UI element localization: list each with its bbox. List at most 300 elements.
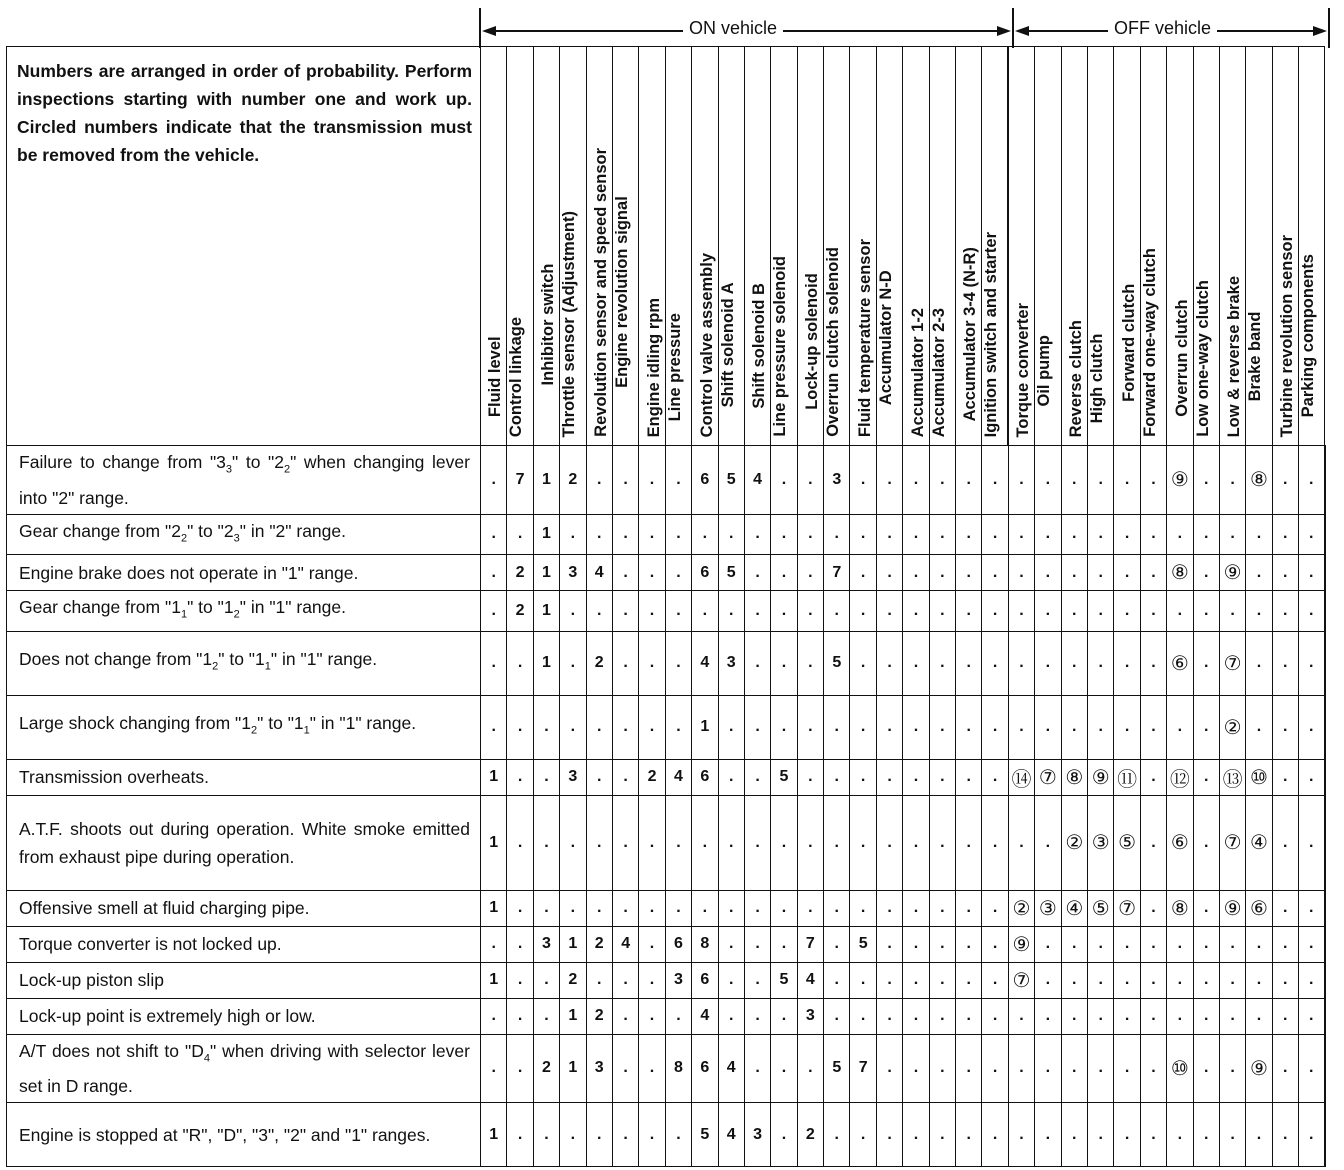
inspection-order: .: [1256, 525, 1262, 543]
check-cell: [612, 759, 638, 795]
check-cell: [744, 926, 770, 962]
inspection-order: .: [860, 971, 866, 988]
inspection-order: .: [913, 833, 919, 851]
check-cell: [1140, 926, 1166, 962]
check-cell: [692, 695, 718, 759]
check-cell: [1246, 759, 1272, 795]
inspection-order: .: [1151, 899, 1156, 916]
inspection-order: .: [887, 470, 892, 488]
check-cell: [612, 555, 638, 591]
inspection-order: 7: [805, 935, 815, 952]
check-cell: [982, 631, 1008, 695]
inspection-order: .: [1072, 601, 1077, 619]
inspection-order: .: [1282, 525, 1288, 543]
check-cell: [771, 795, 797, 890]
check-cell: [1035, 759, 1061, 795]
inspection-order: 2: [568, 470, 578, 488]
check-cell: [850, 890, 876, 926]
check-cell: [797, 962, 823, 998]
inspection-order: .: [1045, 654, 1051, 671]
inspection-order: .: [887, 525, 892, 543]
inspection-order: .: [913, 601, 919, 619]
inspection-order: .: [1151, 563, 1156, 581]
inspection-order: .: [966, 768, 971, 785]
inspection-order: .: [1098, 470, 1103, 488]
inspection-order: .: [491, 563, 496, 581]
check-cell: [929, 759, 955, 795]
inspection-order: .: [1072, 470, 1077, 488]
check-cell: [586, 514, 612, 555]
inspection-order: .: [676, 654, 681, 671]
check-cell: [797, 514, 823, 555]
check-cell: [1167, 795, 1193, 890]
check-cell: [1219, 962, 1245, 998]
table-row: [7, 695, 1325, 759]
subscript: 1: [180, 608, 188, 621]
check-cell: [639, 1034, 665, 1103]
column-header-reverse-clutch: [1061, 47, 1106, 446]
check-cell: [1061, 591, 1087, 632]
check-cell: [1298, 962, 1325, 998]
check-cell: [850, 446, 876, 515]
inspection-order: .: [860, 525, 866, 543]
check-cell: [1140, 1103, 1166, 1167]
check-cell: [692, 998, 718, 1034]
inspection-order: .: [1019, 563, 1024, 581]
table-row: [7, 795, 1325, 890]
check-cell: [665, 695, 691, 759]
inspection-order: .: [649, 563, 655, 581]
inspection-order: .: [517, 768, 523, 785]
check-cell: [481, 555, 507, 591]
check-cell: [1246, 1034, 1272, 1103]
check-cell: [533, 926, 559, 962]
check-cell: [1087, 631, 1113, 695]
column-label: Brake band: [1246, 311, 1265, 402]
check-cell: [824, 591, 850, 632]
inspection-order: .: [649, 601, 655, 619]
inspection-order: ⑨: [1250, 1057, 1268, 1080]
column-header-oil-pump: [1035, 47, 1061, 446]
check-cell: [533, 890, 559, 926]
inspection-order: .: [1230, 525, 1235, 543]
check-cell: [533, 1034, 559, 1103]
check-cell: [929, 631, 955, 695]
check-cell: [929, 795, 955, 890]
check-cell: [1298, 795, 1325, 890]
inspection-order: .: [755, 654, 760, 671]
check-cell: [771, 962, 797, 998]
check-cell: [771, 446, 797, 515]
check-cell: [1298, 926, 1325, 962]
check-cell: [639, 759, 665, 795]
check-cell: [1167, 514, 1193, 555]
column-header-high-clutch: [1087, 47, 1113, 446]
check-cell: [824, 962, 850, 998]
inspection-order: 3: [542, 935, 551, 952]
inspection-order: 2: [647, 768, 657, 785]
inspection-order: .: [517, 935, 523, 952]
inspection-order: .: [887, 935, 892, 952]
column-label: Accumulator 1-2: [908, 307, 927, 437]
check-cell: [1193, 591, 1219, 632]
check-cell: [797, 631, 823, 695]
check-cell: [876, 998, 902, 1034]
check-cell: [481, 795, 507, 890]
check-cell: [1272, 591, 1298, 632]
inspection-order: ⑧: [1170, 562, 1189, 584]
column-label: Low one-way clutch: [1193, 280, 1212, 437]
inspection-order: .: [623, 971, 628, 988]
check-cell: [1219, 926, 1245, 962]
symptom-cell: Torque converter is not locked up.: [7, 926, 481, 962]
inspection-order: .: [1019, 718, 1024, 735]
check-cell: [1061, 998, 1087, 1034]
check-cell: [1114, 926, 1140, 962]
check-cell: [1298, 759, 1325, 795]
check-cell: [665, 446, 691, 515]
inspection-order: ⑭: [1011, 768, 1032, 791]
check-cell: [744, 998, 770, 1034]
inspection-order: .: [728, 971, 734, 988]
inspection-order: ⑦: [1012, 969, 1031, 992]
inspection-order: .: [1282, 1007, 1288, 1024]
check-cell: [1061, 514, 1087, 555]
inspection-order: .: [649, 525, 655, 543]
inspection-order: .: [860, 601, 866, 619]
check-cell: [771, 514, 797, 555]
check-cell: [982, 795, 1008, 890]
check-cell: [1246, 555, 1272, 591]
check-cell: [956, 1103, 982, 1167]
inspection-order: .: [1019, 1007, 1024, 1024]
inspection-order: ⑦: [1223, 652, 1242, 675]
column-header-lock-up-solenoid: [797, 47, 843, 446]
inspection-order: .: [1151, 833, 1156, 851]
check-cell: [1298, 591, 1325, 632]
inspection-order: .: [570, 718, 576, 735]
check-cell: [982, 962, 1008, 998]
check-cell: [692, 795, 718, 890]
inspection-order: .: [913, 1007, 919, 1024]
check-cell: [956, 446, 982, 515]
inspection-order: 2: [515, 601, 525, 619]
column-label: High clutch: [1087, 333, 1106, 424]
check-cell: [1087, 446, 1113, 515]
check-cell: [982, 591, 1008, 632]
check-cell: [1193, 1034, 1219, 1103]
inspection-order: .: [623, 899, 628, 916]
inspection-order: ⑥: [1170, 832, 1189, 854]
inspection-order: .: [940, 899, 945, 916]
inspection-order: 5: [832, 654, 842, 671]
inspection-order: 8: [673, 1059, 683, 1077]
diagnosis-table: [6, 46, 1326, 1167]
check-cell: [1272, 759, 1298, 795]
check-cell: [481, 926, 507, 962]
check-cell: [1219, 514, 1245, 555]
inspection-order: 4: [700, 1007, 710, 1024]
check-cell: [639, 695, 665, 759]
check-cell: [1298, 1034, 1325, 1103]
check-cell: [639, 555, 665, 591]
inspection-order: .: [1282, 899, 1288, 916]
inspection-order: .: [992, 935, 998, 952]
inspection-order: .: [966, 563, 971, 581]
check-cell: [876, 446, 902, 515]
inspection-order: .: [544, 768, 549, 785]
check-cell: [507, 890, 533, 926]
inspection-order: .: [1308, 833, 1314, 851]
check-cell: [1008, 962, 1034, 998]
inspection-order: .: [728, 1007, 734, 1024]
column-header-brake-band: [1246, 47, 1272, 446]
inspection-order: .: [517, 718, 523, 735]
check-cell: [1272, 695, 1298, 759]
inspection-order: .: [1256, 935, 1262, 952]
inspection-order: .: [1124, 935, 1130, 952]
inspection-order: .: [1124, 1059, 1130, 1077]
inspection-order: 1: [700, 718, 710, 735]
inspection-order: .: [940, 718, 945, 735]
check-cell: [1246, 1103, 1272, 1167]
check-cell: [850, 514, 876, 555]
check-cell: [665, 1103, 691, 1167]
inspection-order: .: [676, 833, 681, 851]
inspection-order: 4: [726, 1059, 736, 1077]
inspection-order: .: [1177, 718, 1183, 735]
inspection-order: .: [1282, 1059, 1288, 1077]
check-cell: [824, 1034, 850, 1103]
inspection-order: .: [1124, 1007, 1130, 1024]
inspection-order: .: [992, 654, 998, 671]
inspection-order: ⑨: [1223, 562, 1242, 584]
check-cell: [1114, 1103, 1140, 1167]
inspection-order: .: [860, 768, 866, 785]
inspection-order: .: [887, 1125, 892, 1143]
inspection-order: .: [1177, 1125, 1183, 1143]
check-cell: [1167, 998, 1193, 1034]
inspection-order: 5: [779, 971, 789, 988]
check-cell: [718, 514, 744, 555]
inspection-order: .: [940, 1059, 945, 1077]
inspection-order: .: [940, 654, 945, 671]
check-cell: [903, 1034, 929, 1103]
inspection-order: .: [1308, 563, 1314, 581]
check-cell: [850, 998, 876, 1034]
inspection-order: .: [1282, 833, 1288, 851]
inspection-order: .: [1308, 525, 1314, 543]
check-cell: [1272, 514, 1298, 555]
inspection-order: .: [781, 1059, 787, 1077]
check-cell: [1114, 591, 1140, 632]
check-cell: [612, 998, 638, 1034]
check-cell: [665, 962, 691, 998]
check-cell: [744, 631, 770, 695]
check-cell: [533, 446, 559, 515]
inspection-order: .: [676, 899, 681, 916]
inspection-order: .: [755, 563, 760, 581]
inspection-order: .: [1308, 899, 1314, 916]
inspection-order: 7: [858, 1059, 868, 1077]
column-header-overrun-clutch-solenoid: [824, 47, 850, 446]
header-row: [7, 47, 1325, 446]
check-cell: [665, 890, 691, 926]
inspection-order: .: [649, 833, 655, 851]
inspection-order: ⑦: [1038, 766, 1057, 789]
column-label: Accumulator N-D: [876, 270, 895, 406]
inspection-order: ③: [1091, 832, 1110, 854]
check-cell: [639, 795, 665, 890]
column-label: Inhibitor switch: [539, 262, 558, 385]
inspection-order: .: [1072, 525, 1077, 543]
inspection-order: .: [1177, 935, 1183, 952]
check-cell: [956, 591, 982, 632]
symptom-cell: Lock-up piston slip: [7, 962, 481, 998]
inspection-order: .: [597, 833, 602, 851]
check-cell: [1008, 1103, 1034, 1167]
check-cell: [956, 926, 982, 962]
inspection-order: .: [913, 470, 919, 488]
check-cell: [1114, 1034, 1140, 1103]
check-cell: [1008, 795, 1034, 890]
check-cell: [797, 795, 823, 890]
inspection-order: 4: [594, 563, 604, 581]
subscript: 2: [283, 463, 291, 476]
table-row: [7, 1103, 1325, 1167]
inspection-order: .: [781, 718, 787, 735]
inspection-order: .: [887, 833, 892, 851]
check-cell: [586, 555, 612, 591]
check-cell: [560, 631, 586, 695]
check-cell: [982, 1103, 1008, 1167]
inspection-order: ⑦: [1118, 897, 1137, 920]
check-cell: [1008, 695, 1034, 759]
inspection-order: .: [992, 563, 998, 581]
inspection-order: .: [887, 654, 892, 671]
check-cell: [1193, 1103, 1219, 1167]
inspection-order: .: [755, 935, 760, 952]
inspection-order: .: [1151, 654, 1156, 671]
check-cell: [533, 695, 559, 759]
inspection-order: .: [755, 601, 760, 619]
inspection-order: .: [755, 718, 760, 735]
check-cell: [771, 591, 797, 632]
inspection-order: 1: [489, 833, 499, 851]
check-cell: [586, 631, 612, 695]
check-cell: [481, 890, 507, 926]
check-cell: [956, 631, 982, 695]
inspection-order: .: [834, 971, 839, 988]
check-cell: [797, 998, 823, 1034]
symptom-cell: Engine is stopped at "R", "D", "3", "2" and "1" ranges.: [7, 1103, 481, 1167]
column-header-torque-converter: [1008, 47, 1054, 446]
check-cell: [1061, 759, 1087, 795]
on-vehicle-label: ON vehicle: [683, 18, 783, 39]
inspection-order: ②: [1012, 897, 1031, 920]
inspection-order: .: [623, 525, 628, 543]
subscript: 2: [251, 724, 258, 737]
check-cell: [639, 446, 665, 515]
inspection-order: .: [781, 654, 787, 671]
inspection-order: .: [676, 563, 681, 581]
check-cell: [560, 759, 586, 795]
inspection-order: 5: [858, 935, 868, 952]
check-cell: [771, 998, 797, 1034]
check-cell: [1114, 759, 1140, 795]
check-cell: [612, 695, 638, 759]
inspection-order: .: [1151, 1059, 1156, 1077]
check-cell: [1246, 631, 1272, 695]
check-cell: [1035, 555, 1061, 591]
column-header-revolution-sensor-and-speed-sensor: [586, 47, 631, 446]
check-cell: [507, 795, 533, 890]
inspection-order: .: [834, 718, 839, 735]
check-cell: [1193, 631, 1219, 695]
check-cell: [903, 962, 929, 998]
inspection-order: 2: [542, 1059, 551, 1077]
inspection-order: .: [1151, 971, 1156, 988]
check-cell: [929, 695, 955, 759]
check-cell: [1193, 795, 1219, 890]
symptom-cell: A/T does not shift to "$D_4$" when driving with selector lever set in D range.: [7, 1034, 481, 1103]
check-cell: [903, 926, 929, 962]
check-cell: [744, 514, 770, 555]
check-cell: [1008, 446, 1034, 515]
inspection-order: .: [1124, 1125, 1130, 1143]
check-cell: [533, 998, 559, 1034]
inspection-order: ④: [1250, 832, 1268, 854]
inspection-order: ⑦: [1223, 832, 1242, 854]
inspection-order: 1: [489, 768, 499, 785]
check-cell: [507, 759, 533, 795]
check-cell: [1272, 1103, 1298, 1167]
table-row: [7, 962, 1325, 998]
inspection-order: .: [1072, 563, 1077, 581]
check-cell: [744, 1034, 770, 1103]
table-row: [7, 1034, 1325, 1103]
inspection-order: .: [966, 971, 971, 988]
inspection-order: ⑤: [1118, 832, 1137, 854]
symptom-cell: Lock-up point is extremely high or low.: [7, 998, 481, 1034]
check-cell: [1035, 446, 1061, 515]
inspection-order: .: [913, 935, 919, 952]
inspection-order: ⑨: [1012, 933, 1031, 956]
inspection-order: .: [1151, 470, 1156, 488]
inspection-order: .: [887, 718, 892, 735]
check-cell: [903, 795, 929, 890]
check-cell: [929, 591, 955, 632]
inspection-order: 4: [753, 470, 763, 488]
check-cell: [1219, 890, 1245, 926]
inspection-order: 4: [621, 935, 631, 952]
inspection-order: .: [1256, 718, 1262, 735]
inspection-order: .: [1308, 601, 1314, 619]
inspection-order: 3: [805, 1007, 815, 1024]
inspection-order: ②: [1065, 832, 1084, 854]
symptom-cell: A.T.F. shoots out during operation. White smoke emitted from exhaust pipe during operation.: [7, 795, 481, 890]
inspection-order: .: [860, 1007, 866, 1024]
check-cell: [956, 890, 982, 926]
inspection-order: .: [940, 1125, 945, 1143]
inspection-order: .: [1204, 601, 1209, 619]
check-cell: [1219, 555, 1245, 591]
inspection-order: 2: [594, 935, 604, 952]
check-cell: [612, 446, 638, 515]
subscript: 2: [212, 660, 219, 673]
table-row: [7, 998, 1325, 1034]
check-cell: [481, 998, 507, 1034]
